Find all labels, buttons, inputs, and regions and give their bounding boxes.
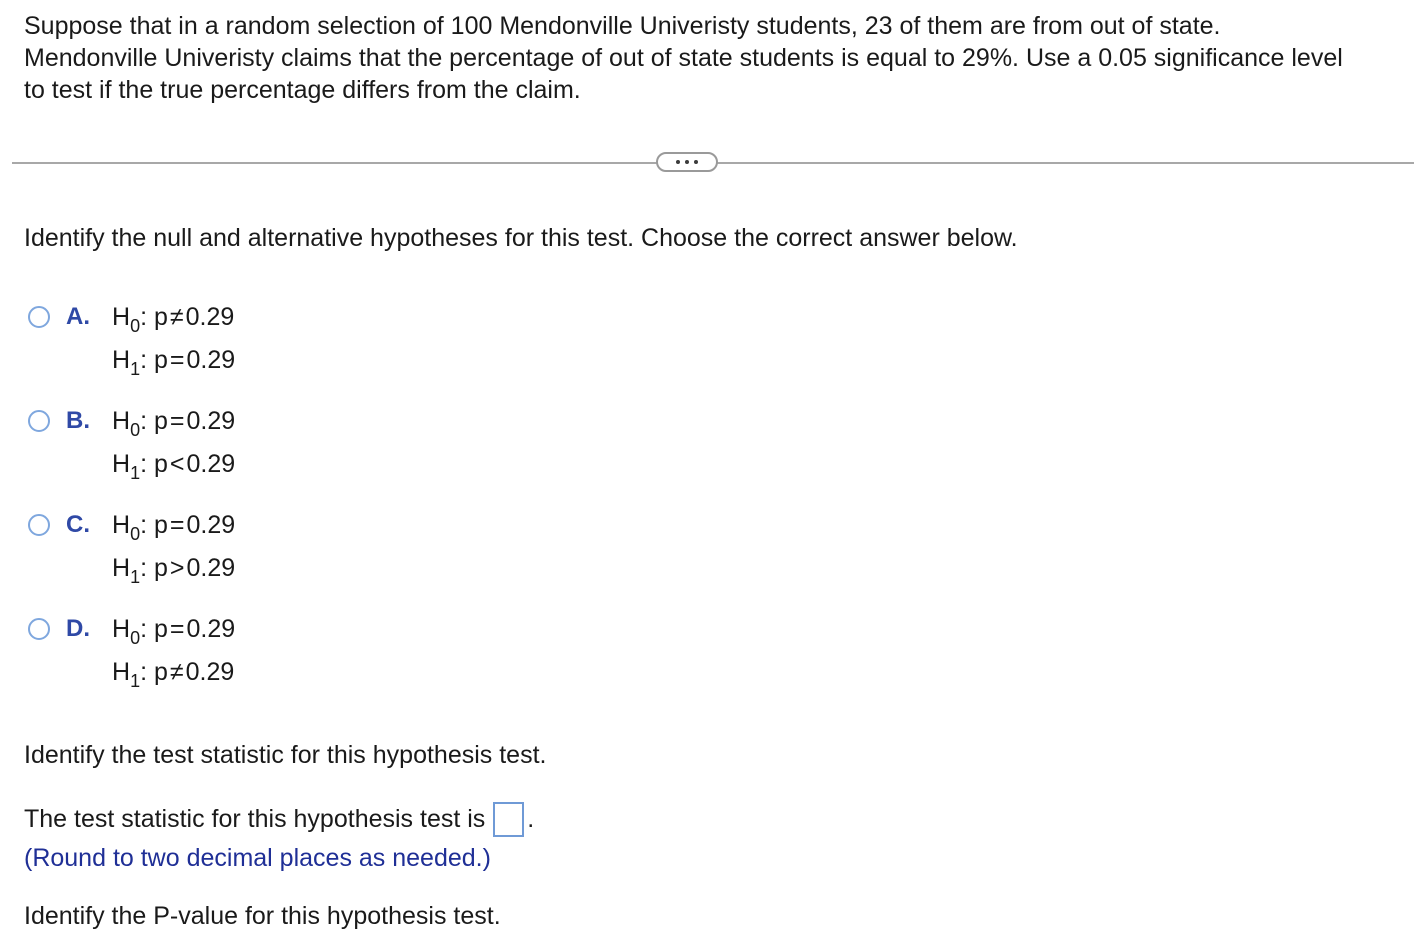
null-hypothesis: $H_0$: p≠0.29 [112, 303, 235, 336]
ellipsis-icon [676, 160, 680, 164]
option-c[interactable] [26, 510, 386, 596]
answer-suffix: . [527, 805, 535, 833]
test-statistic-answer-line [24, 802, 534, 837]
option-a[interactable] [26, 302, 386, 388]
radio-button[interactable] [28, 514, 50, 536]
expand-more-button[interactable] [656, 152, 718, 172]
radio-button[interactable] [28, 410, 50, 432]
rounding-hint: (Round to two decimal places as needed.) [24, 844, 491, 872]
hypotheses-prompt: Identify the null and alternative hypotheses for this test. Choose the correct answer below. [24, 224, 1018, 252]
null-hypothesis: $H_0$: p=0.29 [112, 511, 236, 544]
ellipsis-icon [685, 160, 689, 164]
alternative-hypothesis: $H_1$: p=0.29 [112, 346, 236, 379]
question-text [24, 10, 1404, 106]
radio-button[interactable] [28, 306, 50, 328]
test-statistic-prompt: Identify the test statistic for this hypothesis test. [24, 741, 547, 769]
option-letter: D. [66, 615, 90, 642]
null-hypothesis: $H_0$: p=0.29 [112, 615, 236, 648]
option-b[interactable] [26, 406, 386, 492]
alternative-hypothesis: $H_1$: p<0.29 [112, 450, 236, 483]
option-letter: B. [66, 407, 90, 434]
option-letter: A. [66, 303, 90, 330]
radio-button[interactable] [28, 618, 50, 640]
option-d[interactable] [26, 614, 386, 700]
ellipsis-icon [694, 160, 698, 164]
question-line: Suppose that in a random selection of 100 Mendonville Univeristy students, 23 of them are from out of state. [24, 12, 1221, 40]
test-statistic-input[interactable] [493, 802, 524, 837]
p-value-prompt: Identify the P-value for this hypothesis test. [24, 902, 501, 930]
option-letter: C. [66, 511, 90, 538]
null-hypothesis: $H_0$: p=0.29 [112, 407, 236, 440]
question-line: Mendonville Univeristy claims that the percentage of out of state students is equal to 29%. Use a 0.05 significance level [24, 44, 1343, 72]
answer-prefix: The test statistic for this hypothesis test is [24, 805, 486, 833]
question-line: to test if the true percentage differs from the claim. [24, 76, 581, 104]
alternative-hypothesis: $H_1$: p>0.29 [112, 554, 236, 587]
alternative-hypothesis: $H_1$: p≠0.29 [112, 658, 235, 691]
